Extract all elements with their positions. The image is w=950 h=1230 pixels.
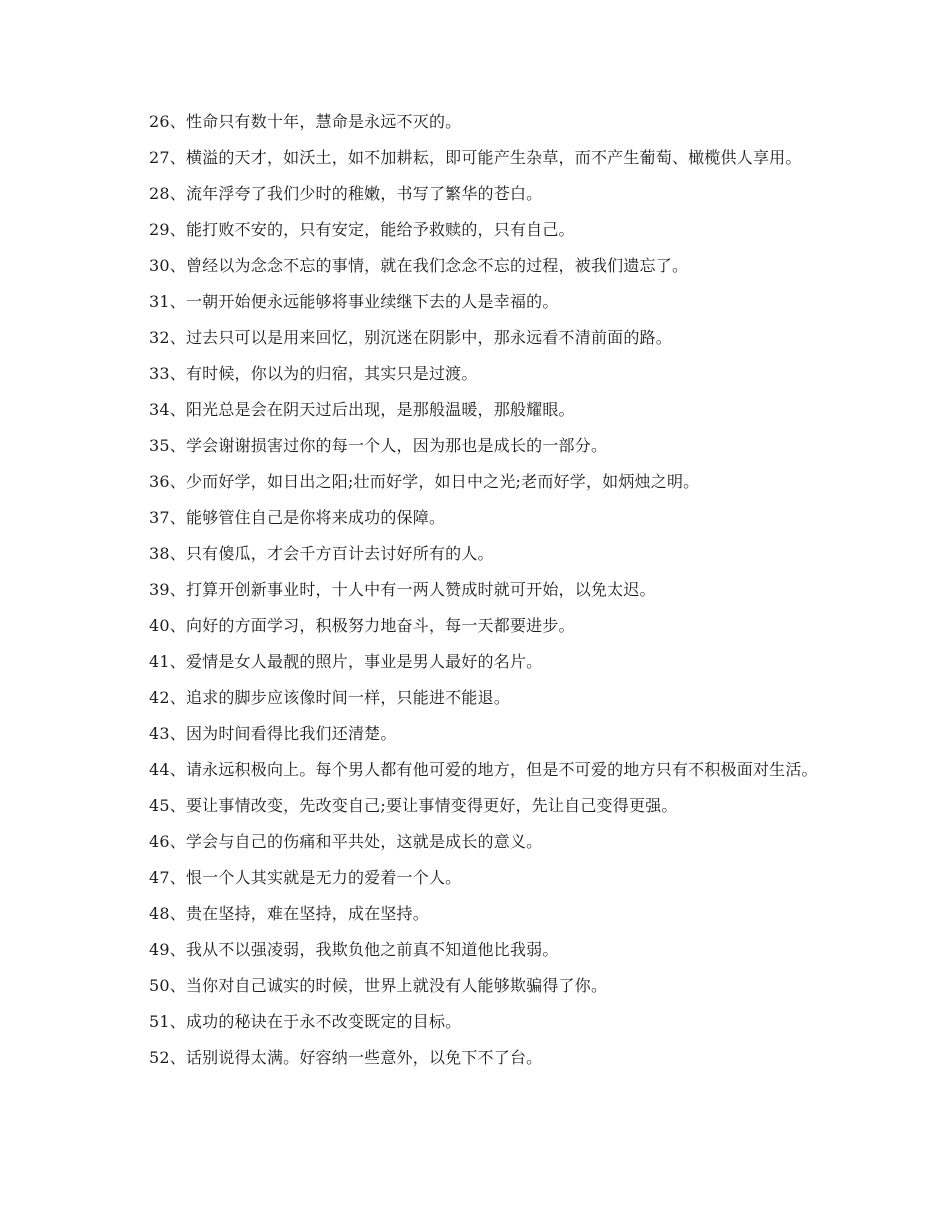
quote-38: 38、只有傻瓜，才会千方百计去讨好所有的人。 [149, 544, 494, 563]
quote-41: 41、爱情是女人最靓的照片，事业是男人最好的名片。 [149, 652, 543, 671]
quote-34: 34、阳光总是会在阴天过后出现，是那般温暖，那般耀眼。 [149, 400, 575, 419]
quote-31: 31、一朝开始便永远能够将事业续继下去的人是幸福的。 [149, 292, 559, 311]
quote-29: 29、能打败不安的，只有安定，能给予救赎的，只有自己。 [149, 220, 575, 239]
quote-51: 51、成功的秘诀在于永不改变既定的目标。 [149, 1012, 462, 1031]
quote-26: 26、性命只有数十年，慧命是永远不灭的。 [149, 112, 462, 131]
quote-36: 36、少而好学，如日出之阳;壮而好学，如日中之光;老而好学，如炳烛之明。 [149, 472, 700, 491]
quote-39: 39、打算开创新事业时，十人中有一两人赞成时就可开始，以免太迟。 [149, 580, 656, 599]
quote-35: 35、学会谢谢损害过你的每一个人，因为那也是成长的一部分。 [149, 436, 608, 455]
document-page [113, 111, 828, 1083]
quote-42: 42、追求的脚步应该像时间一样，只能进不能退。 [149, 688, 510, 707]
quote-45: 45、要让事情改变，先改变自己;要让事情变得更好，先让自己变得更强。 [149, 796, 678, 815]
quote-43: 43、因为时间看得比我们还清楚。 [149, 724, 397, 743]
quote-47: 47、恨一个人其实就是无力的爱着一个人。 [149, 868, 462, 887]
quote-50: 50、当你对自己诚实的时候，世界上就没有人能够欺骗得了你。 [149, 976, 608, 995]
quote-48: 48、贵在坚持，难在坚持，成在坚持。 [149, 904, 429, 923]
quote-28: 28、流年浮夸了我们少时的稚嫩，书写了繁华的苍白。 [149, 184, 543, 203]
quote-33: 33、有时候，你以为的归宿，其实只是过渡。 [149, 364, 478, 383]
quote-52: 52、话别说得太满。好容纳一些意外，以免下不了台。 [149, 1048, 543, 1067]
quote-30: 30、曾经以为念念不忘的事情，就在我们念念不忘的过程，被我们遗忘了。 [149, 256, 689, 275]
quote-32: 32、过去只可以是用来回忆，别沉迷在阴影中，那永远看不清前面的路。 [149, 328, 672, 347]
quote-44: 44、请永远积极向上。每个男人都有他可爱的地方，但是不可爱的地方只有不积极面对生活。 [149, 760, 818, 779]
quote-27: 27、横溢的天才，如沃土，如不加耕耘，即可能产生杂草，而不产生葡萄、橄榄供人享用。 [149, 148, 802, 167]
quote-37: 37、能够管住自己是你将来成功的保障。 [149, 508, 446, 527]
quote-46: 46、学会与自己的伤痛和平共处，这就是成长的意义。 [149, 832, 543, 851]
quote-49: 49、我从不以强凌弱，我欺负他之前真不知道他比我弱。 [149, 940, 559, 959]
quote-40: 40、向好的方面学习，积极努力地奋斗，每一天都要进步。 [149, 616, 575, 635]
